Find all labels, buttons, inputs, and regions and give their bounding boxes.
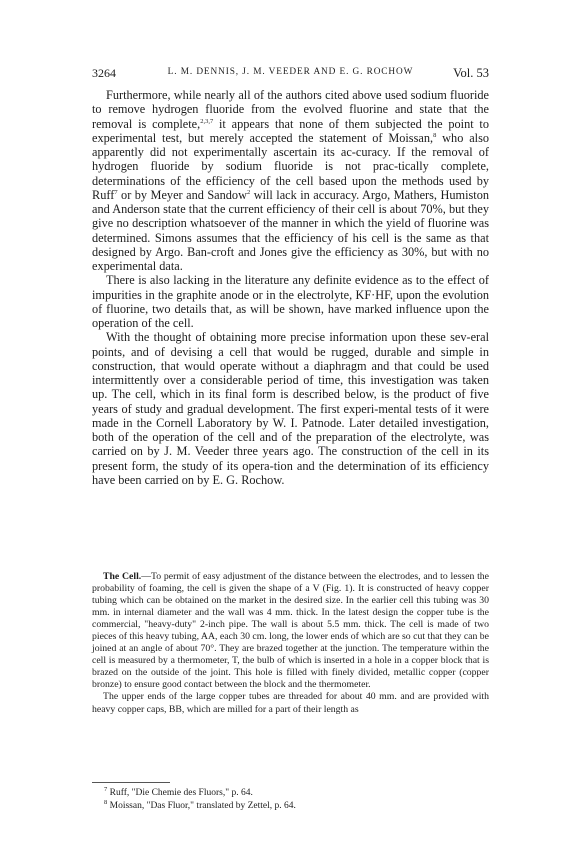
section-heading: The Cell. — [103, 571, 142, 582]
paragraph: The upper ends of the large copper tubes are threaded for about 40 mm. and are provided with heavy copper caps, BB, which are milled for a part of their length as — [92, 691, 489, 715]
cell-section — [92, 571, 489, 716]
footnote-rule — [92, 782, 170, 783]
paragraph: With the thought of obtaining more precise information upon these sev-eral points, and of devising a cell that would be rugged, durable and simple in construction, that would operate without a diaphragm and that could be used intermittently over a considerable period of time, this investigation was taken up. The cell, which in its final form is described below, is the product of five years of study and gradual development. The first experi-mental tests of it were made in the Cornell Laboratory by W. I. Patnode. Later detailed investigation, both of the operation of the cell and of the preparation of the electrolyte, was carried on by J. M. Veeder three years ago. The construction of the cell in its present form, the study of its opera-tion and the determination of its efficiency have been carried on by E. G. Rochow. — [92, 330, 489, 487]
footnote: $^7$ Ruff, "Die Chemie des Fluors," p. 64. — [104, 785, 253, 798]
volume-label: Vol. 53 — [453, 66, 489, 80]
citation-sup: 2 — [246, 188, 251, 196]
body-text — [92, 88, 489, 487]
footnote: $^8$ Moissan, "Das Fluor," translated by Zettel, p. 64. — [104, 798, 296, 811]
paragraph: There is also lacking in the literature any definite evidence as to the effect of impurities in the graphite anode or in the electrolyte, KF·HF, upon the evolution of fluorine, two details that, as will be shown, have marked influence upon the operation of the cell. — [92, 273, 489, 330]
running-authors: L. M. DENNIS, J. M. VEEDER AND E. G. ROCHOW — [167, 67, 414, 77]
footnotes — [104, 787, 489, 812]
paragraph: Furthermore, while nearly all of the authors cited above used sodium fluoride to remove hydrogen fluoride from the evolved fluorine and state that the removal is complete,$^{2,3,7}$ it appears that none of them subjected the point to experimental test, but merely accepted the statement of Moissan,$^8$ who also apparently did not experimentally ascertain its ac-curacy. If the removal of hydrogen fluoride by sodium fluoride is not prac-tically complete, determinations of the efficiency of the cell based upon the methods used by Ruff$^7$ or by Meyer and Sandow$^2$ will lack in accuracy. Argo, Mathers, Humiston and Anderson state that the current efficiency of their cell is about 70%, but they give no description whatsoever of the manner in which the yield of fluorine was determined. Simons assumes that the efficiency of his cell is the same as that designed by Argo. Ban-croft and Jones give the efficiency as 30%, but with no experimental data. — [92, 88, 489, 273]
paragraph: The Cell.—To permit of easy adjustment of the distance between the electrodes, and to lessen the probability of foaming, the cell is given the shape of a V (Fig. 1). It is constructed of heavy copper tubing which can be obtained on the market in the desired size. In the earlier cell this tubing was 30 mm. in internal diameter and the wall was 4 mm. thick. In the latest design the copper tube is the commercial, "heavy-duty" 2-inch pipe. The wall is about 5.5 mm. thick. The cell is made of two pieces of this heavy tubing, AA, each 30 cm. long, the lower ends of which are so cut that they can be joined at an angle of about 70°. They are brazed together at the junction. The temperature within the cell is measured by a thermometer, T, the bulb of which is inserted in a hole in a copper block that is brazed on the outside of the joint. This hole is filled with finely divided, metallic copper (copper bronze) to ensure good contact between the block and the thermometer. — [92, 571, 490, 691]
citation-sup: 2,3,7 — [200, 117, 214, 125]
citation-sup: 7 — [114, 188, 118, 196]
citation-sup: 8 — [433, 131, 437, 139]
page-number: 3264 — [92, 66, 116, 80]
